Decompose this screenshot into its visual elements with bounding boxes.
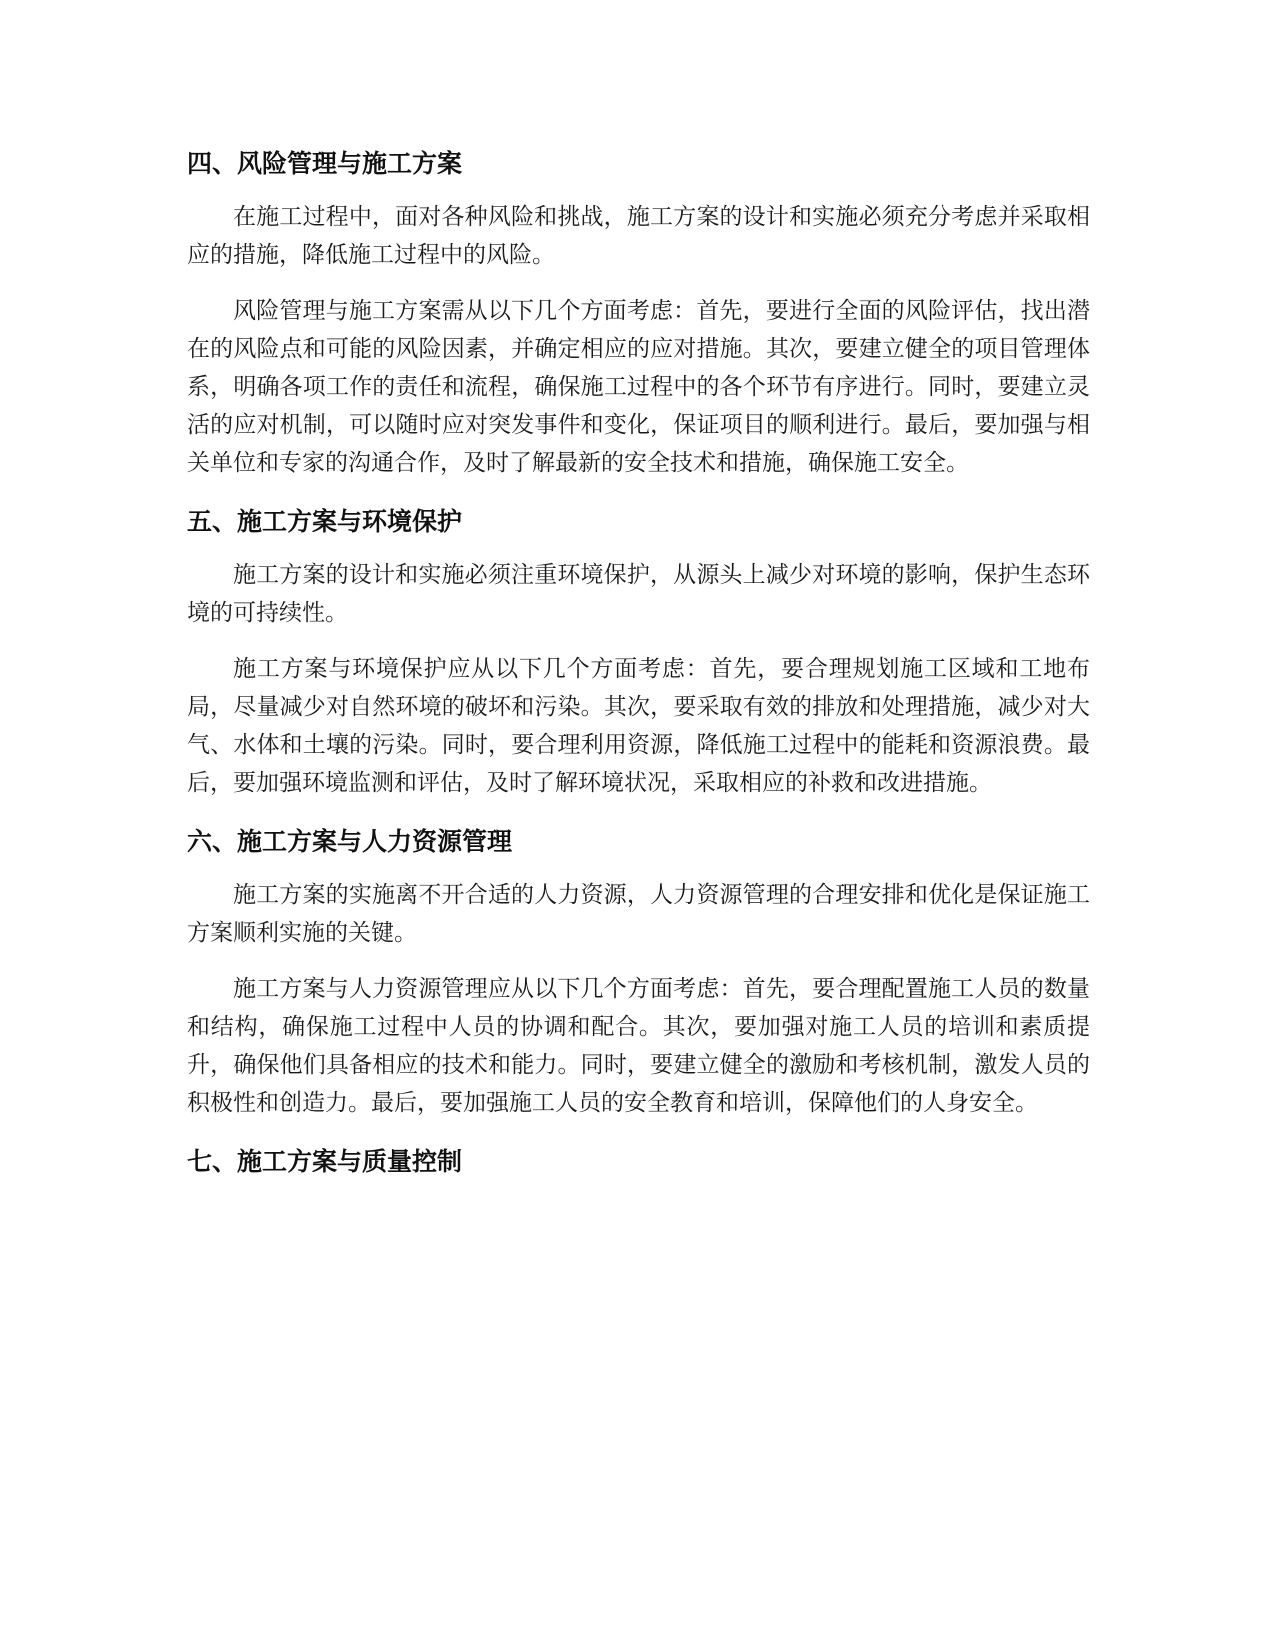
- section-heading: 四、风险管理与施工方案: [187, 149, 463, 178]
- section-heading: 六、施工方案与人力资源管理: [187, 827, 513, 856]
- section-heading: 五、施工方案与环境保护: [187, 507, 463, 536]
- paragraph: 施工方案的实施离不开合适的人力资源，人力资源管理的合理安排和优化是保证施工方案顺利实施的关键。: [187, 882, 1090, 946]
- paragraph: 施工方案的设计和实施必须注重环境保护，从源头上减少对环境的影响，保护生态环境的可持续性。: [187, 562, 1090, 626]
- section-heading: 七、施工方案与质量控制: [187, 1147, 463, 1176]
- paragraph: 在施工过程中，面对各种风险和挑战，施工方案的设计和实施必须充分考虑并采取相应的措施，降低施工过程中的风险。: [187, 204, 1090, 268]
- section-risk-management: [187, 146, 1090, 482]
- section-environmental-protection: [187, 504, 1090, 802]
- paragraph: 风险管理与施工方案需从以下几个方面考虑：首先，要进行全面的风险评估，找出潜在的风险点和可能的风险因素，并确定相应的应对措施。其次，要建立健全的项目管理体系，明确各项工作的责任和流程，确保施工过程中的各个环节有序进行。同时，要建立灵活的应对机制，可以随时应对突发事件和变化，保证项目的顺利进行。最后，要加强与相关单位和专家的沟通合作，及时了解最新的安全技术和措施，确保施工安全。: [187, 298, 1090, 476]
- section-quality-control: [187, 1144, 1090, 1180]
- paragraph: 施工方案与环境保护应从以下几个方面考虑：首先，要合理规划施工区域和工地布局，尽量减少对自然环境的破坏和污染。其次，要采取有效的排放和处理措施，减少对大气、水体和土壤的污染。同时，要合理利用资源，降低施工过程中的能耗和资源浪费。最后，要加强环境监测和评估，及时了解环境状况，采取相应的补救和改进措施。: [187, 656, 1090, 796]
- paragraph: 施工方案与人力资源管理应从以下几个方面考虑：首先，要合理配置施工人员的数量和结构，确保施工过程中人员的协调和配合。其次，要加强对施工人员的培训和素质提升，确保他们具备相应的技术和能力。同时，要建立健全的激励和考核机制，激发人员的积极性和创造力。最后，要加强施工人员的安全教育和培训，保障他们的人身安全。: [187, 976, 1090, 1116]
- section-human-resources: [187, 824, 1090, 1122]
